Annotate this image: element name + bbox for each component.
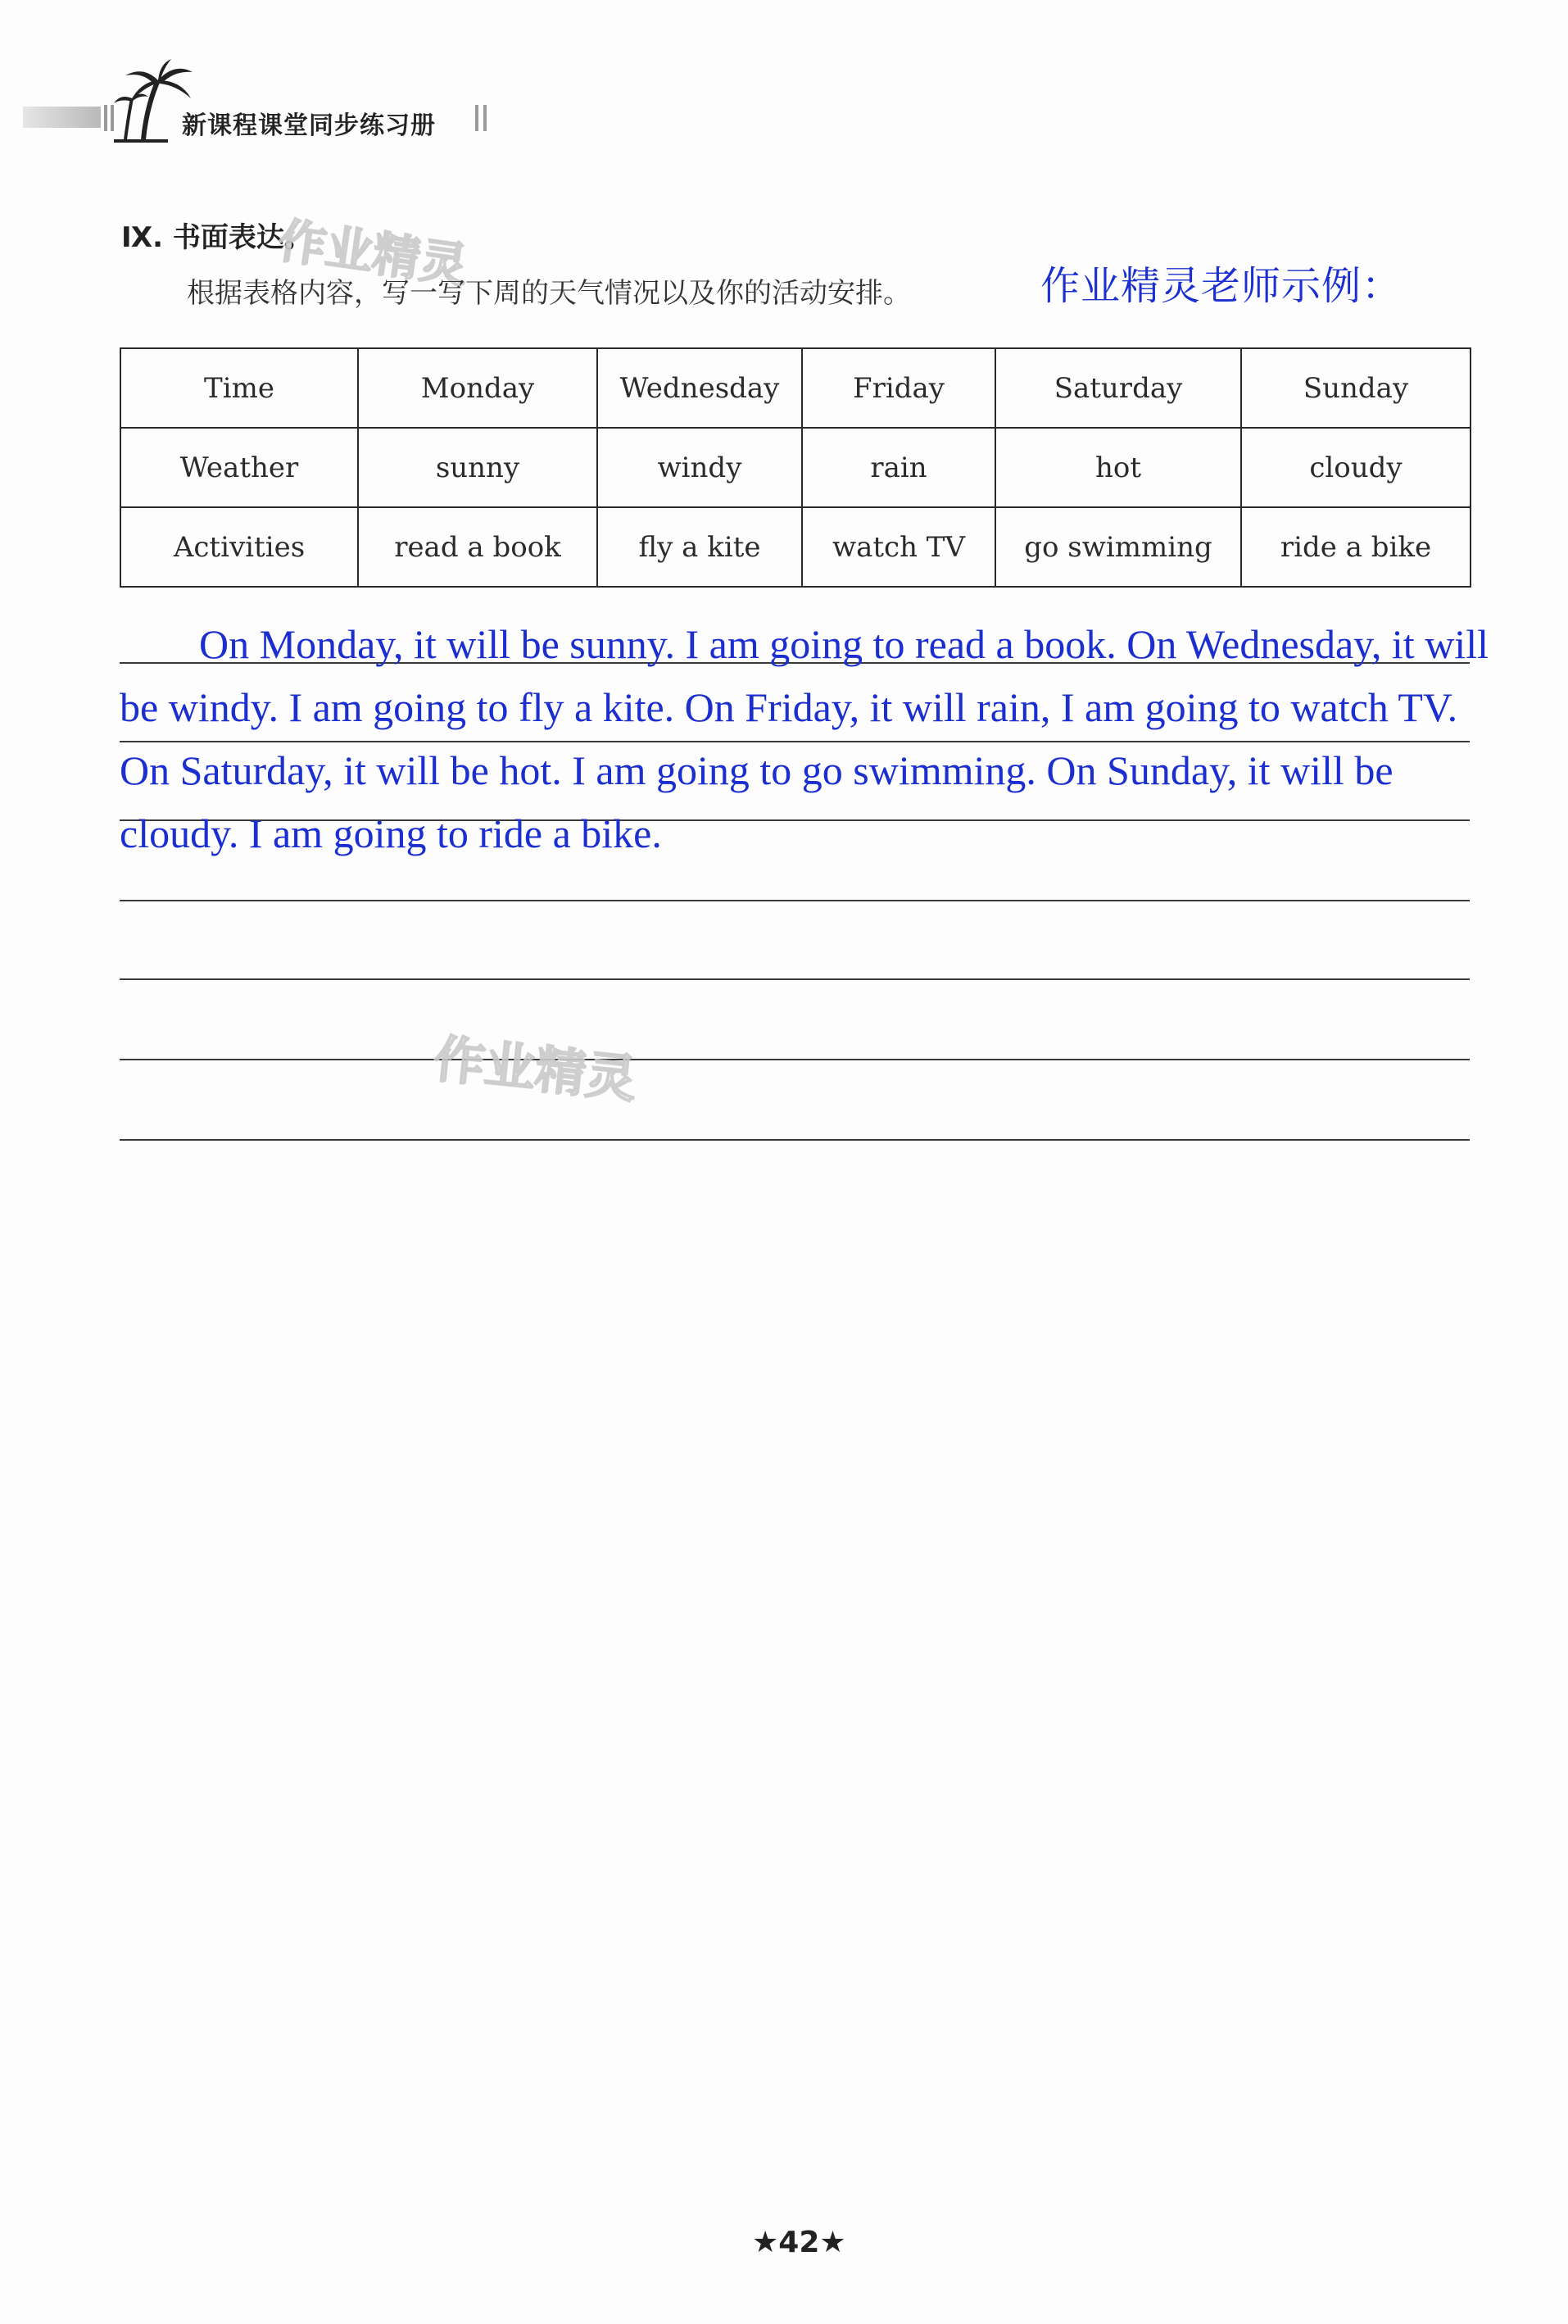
table-cell: read a book — [358, 507, 597, 587]
table-cell: watch TV — [802, 507, 995, 587]
header-decor-end — [475, 105, 487, 131]
table-cell: ride a bike — [1241, 507, 1471, 587]
instruction-text: 根据表格内容，写一写下周的天气情况以及你的活动安排。 — [187, 277, 911, 310]
header-decor-tick — [104, 105, 107, 131]
series-title: 新课程课堂同步练习册 — [182, 111, 436, 140]
table-cell: windy — [597, 428, 802, 507]
table-cell: rain — [802, 428, 995, 507]
table-cell: Wednesday — [597, 348, 802, 428]
writing-line — [120, 978, 1470, 980]
table-cell: hot — [995, 428, 1241, 507]
table-row — [120, 507, 1471, 587]
watermark: 作业精灵 — [431, 1028, 640, 1110]
table-cell: Activities — [120, 507, 358, 587]
section-heading: Ⅸ. 书面表达。 — [121, 221, 312, 254]
writing-line — [120, 1139, 1470, 1141]
header-decor-bar — [23, 107, 101, 128]
table-cell: fly a kite — [597, 507, 802, 587]
table-cell: Sunday — [1241, 348, 1471, 428]
table-cell: Saturday — [995, 348, 1241, 428]
writing-line — [120, 1059, 1470, 1060]
page-number: ★42★ — [752, 2226, 846, 2259]
watermark: 作业精灵 — [274, 212, 471, 294]
table-cell: Time — [120, 348, 358, 428]
table-cell: Weather — [120, 428, 358, 507]
table-row — [120, 348, 1471, 428]
table-cell: go swimming — [995, 507, 1241, 587]
table-row — [120, 428, 1471, 507]
table-cell: Friday — [802, 348, 995, 428]
table-cell: Monday — [358, 348, 597, 428]
teacher-example-label: 作业精灵老师示例： — [1040, 263, 1403, 309]
example-answer: On Monday, it will be sunny. I am going to read a book. On Wednesday, it will be windy. I am going to fly a kite. On Friday, it will rain, I am going to watch TV. On Saturday, it will be hot. I am going to go swimming. On Sunday, it will be cloudy. I am going to ride a bike. — [120, 621, 1489, 856]
table-cell: sunny — [358, 428, 597, 507]
table-cell: cloudy — [1241, 428, 1471, 507]
weather-activity-table — [120, 347, 1471, 588]
writing-line — [120, 900, 1470, 901]
